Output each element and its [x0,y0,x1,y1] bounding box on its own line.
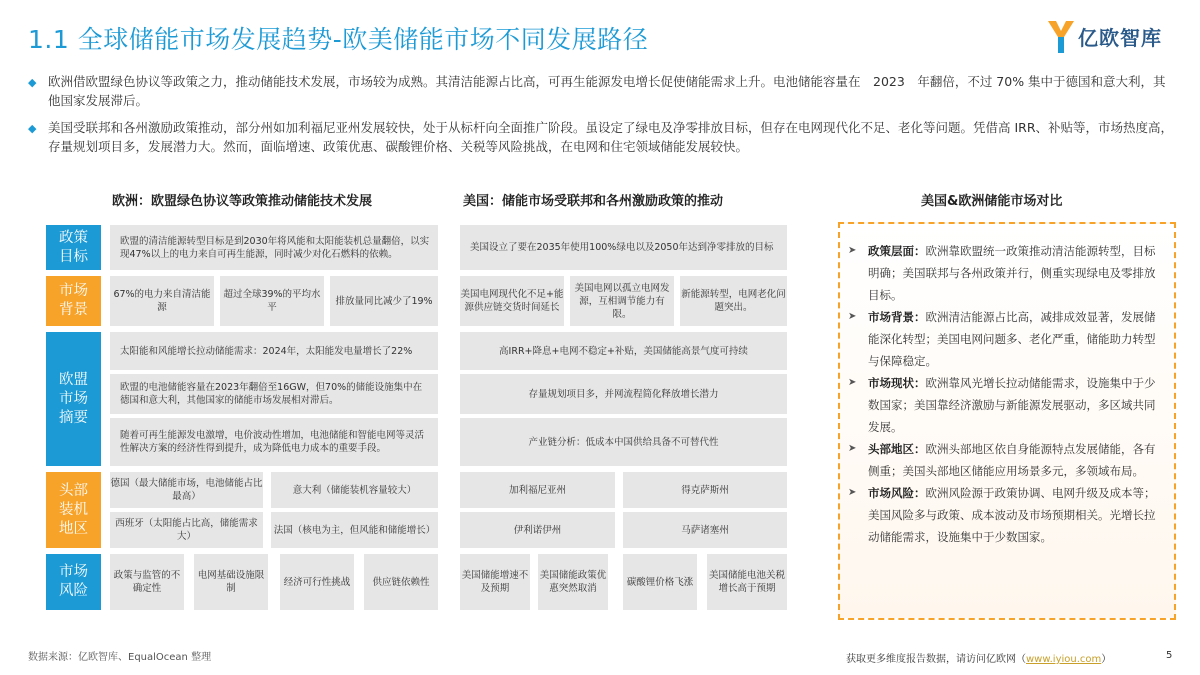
europe-risk-box: 政策与监管的不确定性 [110,554,184,610]
europe-region-box: 法国（核电为主，但风能和储能增长） [271,512,438,548]
comparison-item: ➤ 市场现状：欧洲靠风光增长拉动储能需求，设施集中于少数国家；美国靠经济激励与新能源发展驱动，多区域共同发展。 [848,372,1162,438]
europe-column-header: 欧洲：欧盟绿色协议等政策推动储能技术发展 [112,194,373,209]
us-region-box: 加利福尼亚州 [460,472,615,508]
arrow-right-icon: ➤ [848,245,857,256]
europe-risk-box: 经济可行性挑战 [280,554,354,610]
arrow-right-icon: ➤ [848,487,857,498]
side-label-regions: 头部装机地区 [46,472,101,548]
page-number: 5 [1166,650,1173,661]
europe-summary-box: 欧盟的电池储能容量在2023年翻倍至16GW，但70%的储能设施集中在德国和意大利，其他国家的储能市场发展相对滞后。 [110,374,438,414]
bullet-us: ◆ 美国受联邦和各州激励政策推动，部分州如加利福尼亚州发展较快，处于从标杆向全面推广阶段。虽设定了绿电及净零排放目标，但存在电网现代化不足、老化等问题。凭借高 IRR、补贴等，市场热度高，存量规划项目多，发展潜力大。然而，面临增速、政策优惠、碳酸锂价格、关税等风险挑战，在电网和住宅领域储能发展较快。 [28,120,1174,154]
diamond-bullet-icon: ◆ [28,122,37,135]
side-label-background: 市场背景 [46,276,101,326]
us-risk-box: 美国储能电池关税增长高于预期 [707,554,787,610]
europe-policy-box: 欧盟的清洁能源转型目标是到2030年将风能和太阳能装机总量翻倍，以实现47%以上的电力来自可再生能源，同时减少对化石燃料的依赖。 [110,225,438,270]
us-region-box: 马萨诸塞州 [623,512,787,548]
footer-cta: 获取更多维度报告数据，请访问亿欧网（www.iyiou.com） [846,654,1112,665]
compare-column-header: 美国&欧洲储能市场对比 [921,194,1063,209]
comparison-item: ➤ 头部地区：欧洲头部地区依自身能源特点发展储能，各有侧重；美国头部地区储能应用场景多元，多领域布局。 [848,438,1162,482]
us-region-box: 得克萨斯州 [623,472,787,508]
brand-logo [1046,16,1186,56]
arrow-right-icon: ➤ [848,311,857,322]
comparison-item: ➤ 市场风险：欧洲风险源于政策协调、电网升级及成本等；美国风险多与政策、成本波动及市场预期相关。光增长拉动储能需求，设施集中于少数国家。 [848,482,1162,548]
europe-background-box: 67%的电力来自清洁能源 [110,276,214,326]
side-label-summary: 欧盟市场摘要 [46,332,101,466]
us-background-box: 新能源转型，电网老化问题突出。 [680,276,787,326]
europe-region-box: 意大利（储能装机容量较大） [271,472,438,508]
us-summary-box: 存量规划项目多，并网流程简化释放增长潜力 [460,374,787,414]
side-label-risk: 市场风险 [46,554,101,610]
bullet-europe: ◆ 欧洲借欧盟绿色协议等政策之力，推动储能技术发展，市场较为成熟。其清洁能源占比高，可再生能源发电增长促使储能需求上升。电池储能容量在 2023 年翻倍，不过 70% 集中于德国和意大利，其他国家发展滞后。 [28,74,1166,108]
europe-background-box: 排放量同比减少了19% [330,276,438,326]
comparison-item: ➤ 政策层面：欧洲靠欧盟统一政策推动清洁能源转型，目标明确；美国联邦与各州政策并行，侧重实现绿电及零排放目标。 [848,240,1162,306]
page-title: 1.1 全球储能市场发展趋势-欧美储能市场不同发展路径 [28,25,649,54]
us-background-box: 美国电网现代化不足+能源供应链交货时间延长 [460,276,564,326]
summary-bullets [28,72,1178,164]
us-background-box: 美国电网以孤立电网发源，互相调节能力有限。 [570,276,674,326]
logo-text: 亿欧智库 [1078,25,1162,50]
us-region-box: 伊利诺伊州 [460,512,615,548]
europe-region-box: 西班牙（太阳能占比高，储能需求大） [110,512,263,548]
comparison-panel [838,222,1176,620]
us-summary-box: 高IRR+降息+电网不稳定+补贴，美国储能高景气度可持续 [460,332,787,370]
europe-background-box: 超过全球39%的平均水平 [220,276,324,326]
us-policy-box: 美国设立了要在2035年使用100%绿电以及2050年达到净零排放的目标 [460,225,787,270]
europe-risk-box: 供应链依赖性 [364,554,438,610]
arrow-right-icon: ➤ [848,377,857,388]
arrow-right-icon: ➤ [848,443,857,454]
website-link[interactable]: www.iyiou.com [1026,654,1102,665]
europe-summary-box: 太阳能和风能增长拉动储能需求：2024年，太阳能发电量增长了22% [110,332,438,370]
us-risk-box: 碳酸锂价格飞涨 [623,554,697,610]
logo-mark-icon [1046,17,1076,55]
side-label-policy: 政策目标 [46,225,101,270]
europe-region-box: 德国（最大储能市场，电池储能占比最高） [110,472,263,508]
data-source: 数据来源：亿欧智库、EqualOcean 整理 [28,652,212,663]
comparison-item: ➤ 市场背景：欧洲清洁能源占比高，减排成效显著，发展储能深化转型；美国电网问题多、老化严重，储能助力转型与保障稳定。 [848,306,1162,372]
us-risk-box: 美国储能增速不及预期 [460,554,530,610]
us-summary-box: 产业链分析：低成本中国供给具备不可替代性 [460,418,787,466]
europe-risk-box: 电网基础设施限制 [194,554,268,610]
diamond-bullet-icon: ◆ [28,76,37,89]
us-risk-box: 美国储能政策优惠突然取消 [538,554,608,610]
us-column-header: 美国：储能市场受联邦和各州激励政策的推动 [463,194,724,209]
europe-summary-box: 随着可再生能源发电激增，电价波动性增加，电池储能和智能电网等灵活性解决方案的经济性得到提升，成为降低电力成本的重要手段。 [110,418,438,466]
